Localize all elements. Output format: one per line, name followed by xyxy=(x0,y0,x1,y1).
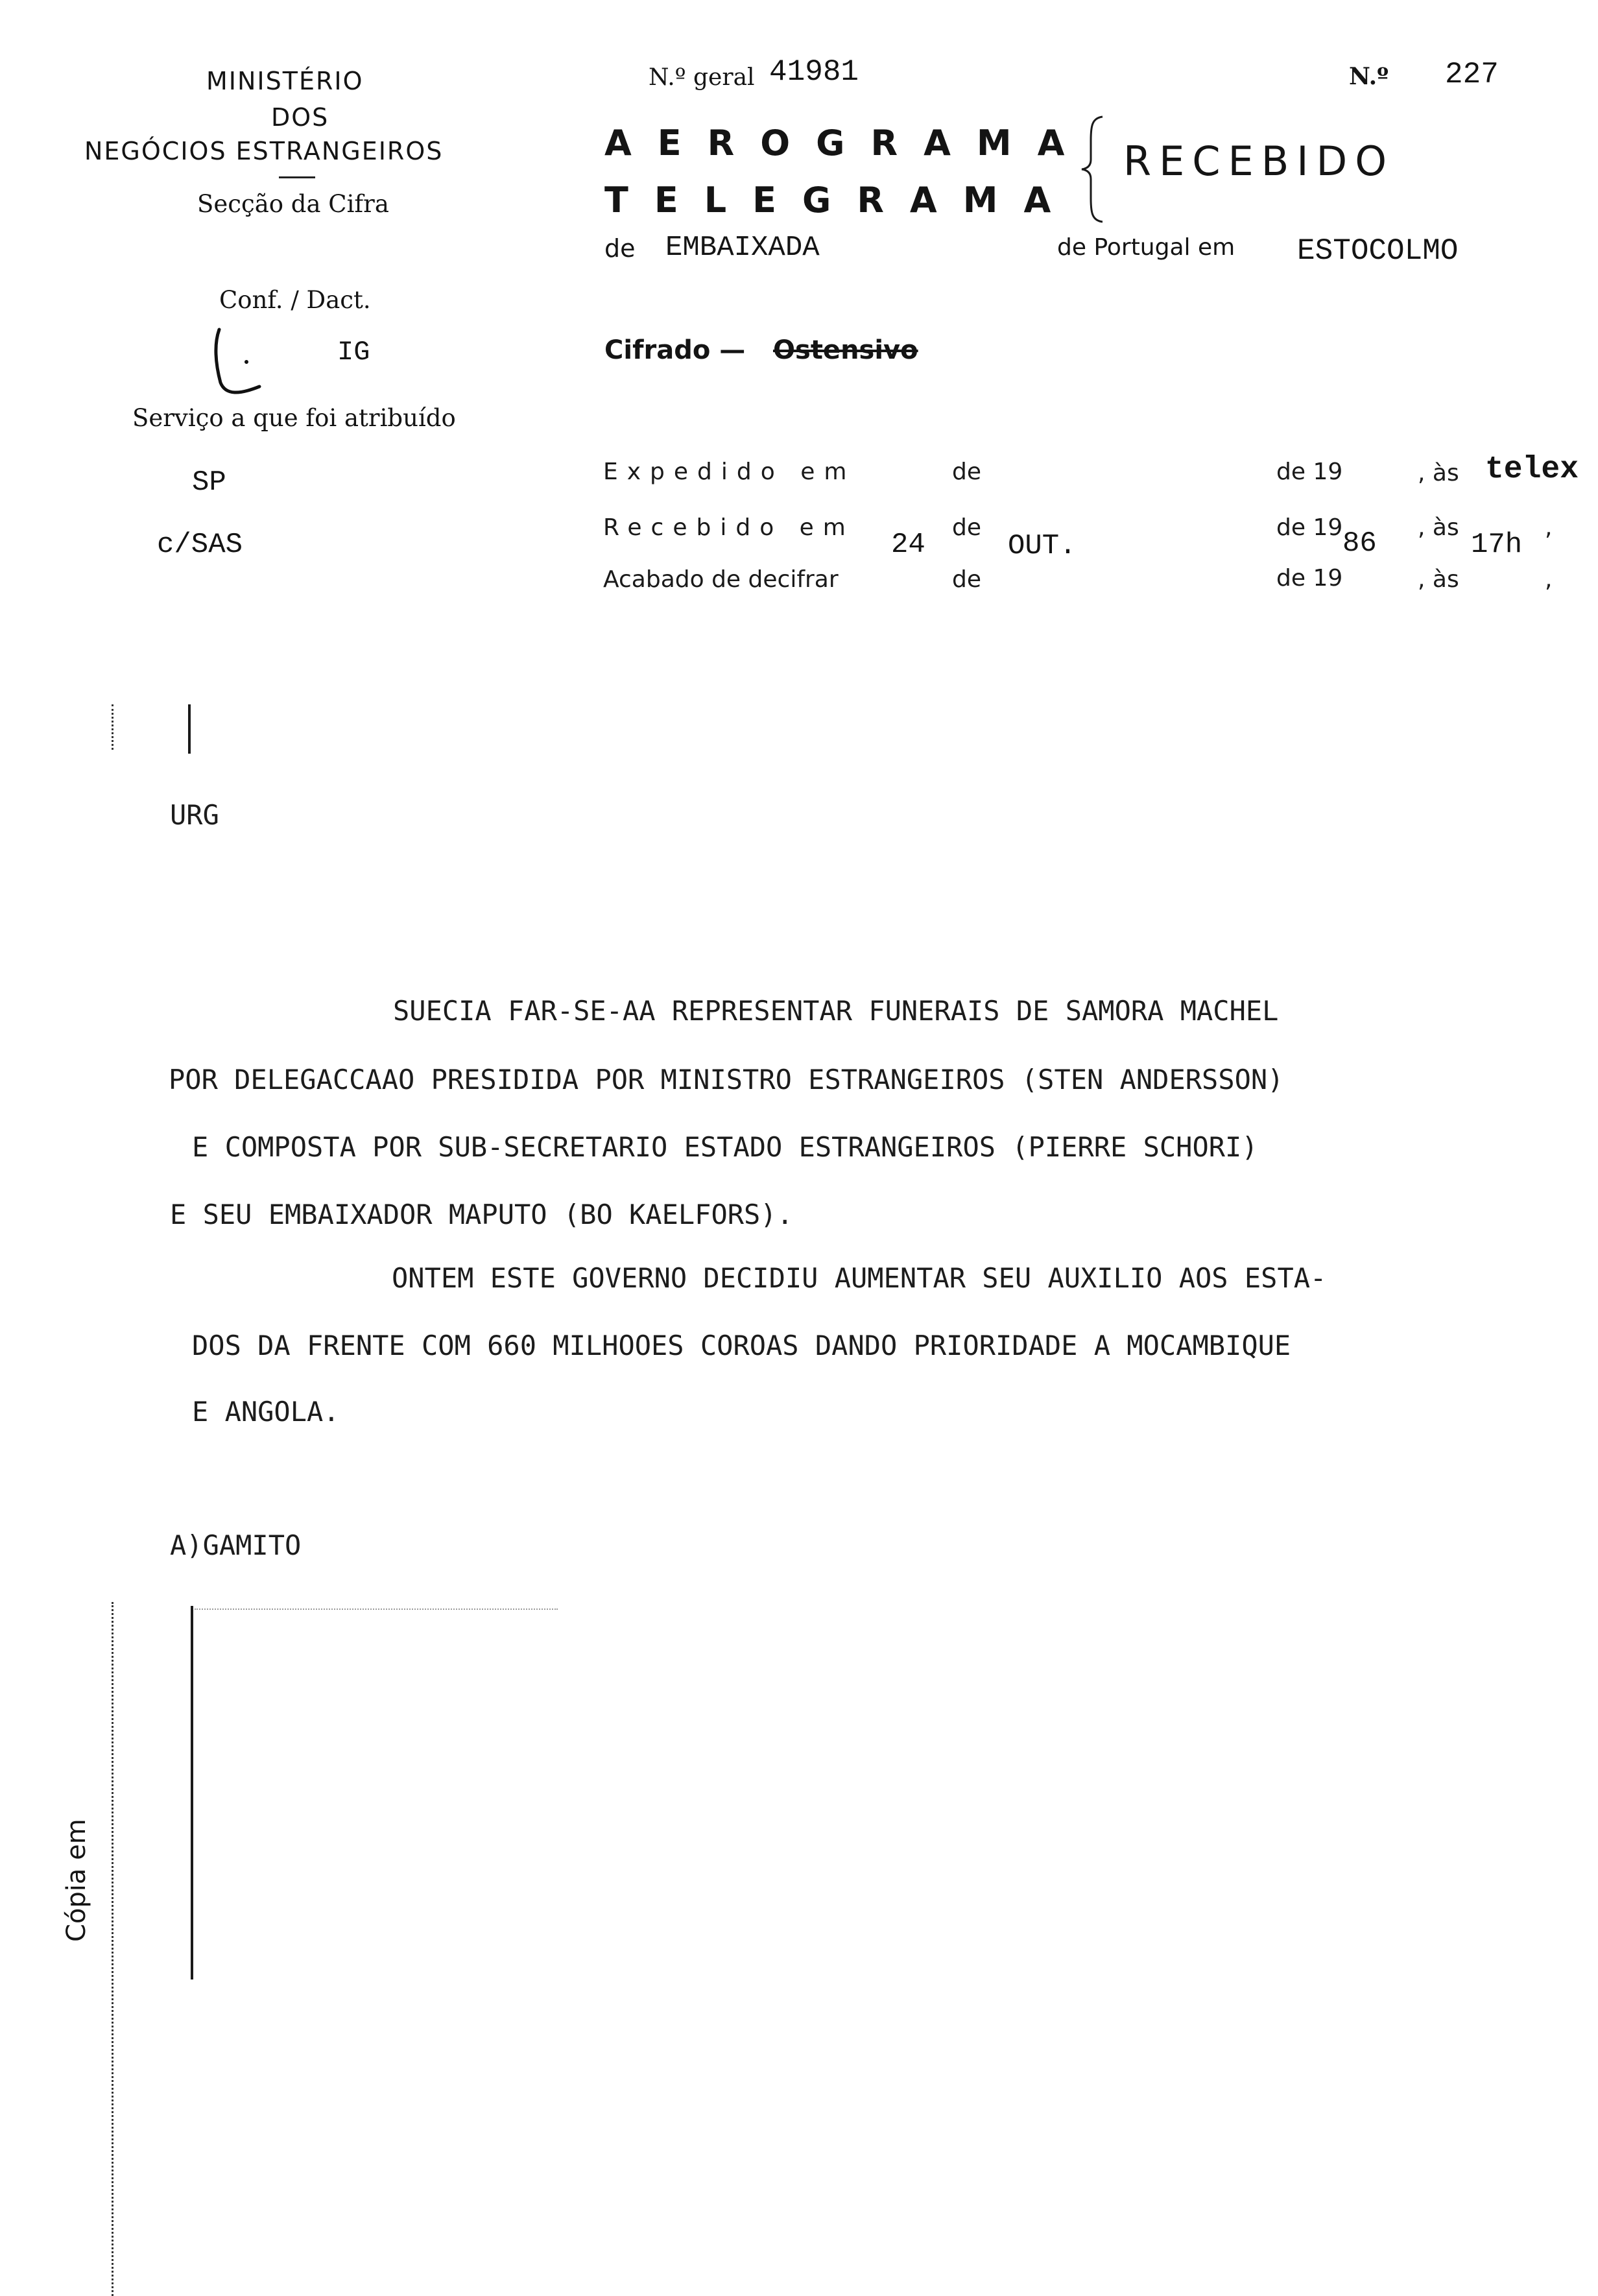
recebido-de: de xyxy=(952,514,981,541)
ministry-line-1: MINISTÉRIO xyxy=(206,67,364,95)
recebido-hora: 17h xyxy=(1471,529,1523,561)
origin-value: EMBAIXADA xyxy=(665,232,820,264)
section-cifra: Secção da Cifra xyxy=(197,190,389,218)
priority: URG xyxy=(170,799,219,831)
cifrado-label: Cifrado — xyxy=(604,335,746,365)
message-line-4: E SEU EMBAIXADOR MAPUTO (BO KAELFORS). xyxy=(170,1199,793,1230)
expedido-label: Expedido em xyxy=(603,459,856,485)
message-line-5: ONTEM ESTE GOVERNO DECIDIU AUMENTAR SEU AUXILIO AOS ESTA- xyxy=(392,1262,1327,1294)
acabado-as: , às xyxy=(1418,566,1459,593)
acabado-comma: , xyxy=(1545,566,1553,593)
signature: A)GAMITO xyxy=(170,1529,302,1561)
copia-label: Cópia em xyxy=(62,1819,91,1942)
telegrama-title: TELEGRAMA xyxy=(604,180,1077,221)
ministry-line-3: NEGÓCIOS ESTRANGEIROS xyxy=(84,137,444,165)
service-sas: c/SAS xyxy=(157,529,243,561)
acabado-ano: de 19 xyxy=(1276,565,1343,592)
recebido-ano: 86 xyxy=(1342,527,1377,560)
de-portugal-em-label: de Portugal em xyxy=(1057,234,1235,261)
recebido-as: , às xyxy=(1418,514,1459,541)
aerograma-title: AEROGRAMA xyxy=(604,123,1091,163)
numero-label: N.º xyxy=(1349,63,1389,90)
recebido-dia: 24 xyxy=(891,529,925,561)
de-label: de xyxy=(604,234,636,263)
margin-rule-top xyxy=(188,704,191,754)
message-line-6: DOS DA FRENTE COM 660 MILHOOES COROAS DANDO PRIORIDADE A MOCAMBIQUE xyxy=(192,1330,1291,1361)
copia-dotted-line xyxy=(112,1602,113,2296)
margin-dotted-line-top xyxy=(112,704,113,750)
recebido-label: Recebido em xyxy=(603,514,855,541)
message-line-2: POR DELEGACCAAO PRESIDIDA POR MINISTRO ESTRANGEIROS (STEN ANDERSSON) xyxy=(169,1064,1284,1095)
acabado-de: de xyxy=(952,566,981,593)
ministry-underline xyxy=(279,176,315,178)
service-label: Serviço a que foi atribuído xyxy=(132,404,456,432)
message-line-3: E COMPOSTA POR SUB-SECRETARIO ESTADO ESTRANGEIROS (PIERRE SCHORI) xyxy=(192,1131,1258,1163)
conf-dact-label: Conf. / Dact. xyxy=(219,286,371,314)
acabado-label: Acabado de decifrar xyxy=(603,566,839,593)
brace-mark xyxy=(1079,114,1105,224)
city-value: ESTOCOLMO xyxy=(1297,234,1459,268)
expedido-as: , às xyxy=(1418,460,1459,486)
numero-geral-value: 41981 xyxy=(769,55,859,89)
numero-geral-label: N.º geral xyxy=(649,64,755,91)
expedido-ano: de 19 xyxy=(1276,459,1343,485)
margin-rule-bottom xyxy=(191,1606,193,1979)
message-line-7: E ANGOLA. xyxy=(192,1396,340,1428)
ostensivo-label: Ostensivo xyxy=(773,335,918,365)
recebido-ano-prefix: de 19 xyxy=(1276,514,1343,541)
ministry-line-2: DOS xyxy=(271,103,329,132)
service-sp: SP xyxy=(192,466,226,499)
recebido-title: RECEBIDO xyxy=(1123,138,1395,185)
top-rule-dots xyxy=(195,1608,558,1610)
expedido-value: telex xyxy=(1485,452,1579,487)
conf-mark: IG xyxy=(337,337,370,368)
recebido-comma: , xyxy=(1545,514,1553,541)
recebido-mes: OUT. xyxy=(1008,530,1077,562)
message-line-1: SUECIA FAR-SE-AA REPRESENTAR FUNERAIS DE SAMORA MACHEL xyxy=(393,995,1279,1027)
expedido-de: de xyxy=(952,459,981,485)
handwritten-initial-mark xyxy=(208,324,266,402)
numero-value: 227 xyxy=(1445,58,1499,91)
